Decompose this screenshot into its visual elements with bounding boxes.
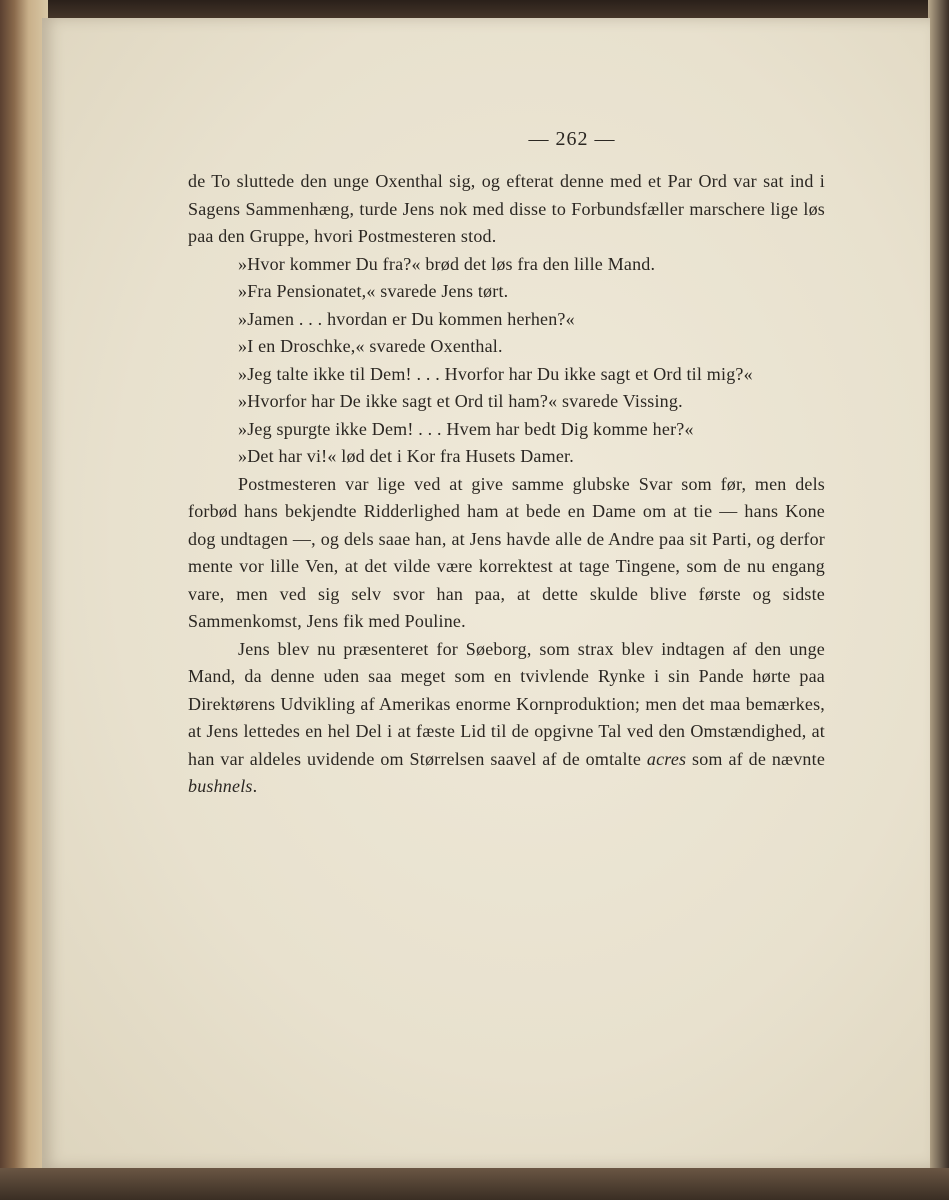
italic-word-bushnels: bushnels xyxy=(188,776,253,796)
paragraph-text: som af de nævnte xyxy=(692,748,826,769)
paragraph: Postmesteren var lige ved at give samme glubske Svar som før, men dels forbød hans bekjendte Ridderlighed ham at bede en Dame om at tie — hans Kone dog undtagen —, og dels saae han, at Jens havde alle de Andre paa sit Parti, og derfor mente vor lille Ven, at det vilde være korrektest at tage Tingene, som de nu engang vare, men ved sig selv svor han paa, at dette skulde blive første og sidste Sammenkomst, Jens fik med Pouline. xyxy=(188,473,825,631)
paragraph: de To sluttede den unge Oxenthal sig, og efterat denne med et Par Ord var sat ind i Sagens Sammenhæng, turde Jens nok med disse to Forbundsfæller marschere lige løs paa den Gruppe, hvori Postmesteren stod. xyxy=(188,171,825,246)
paragraph: »Jamen . . . hvordan er Du kommen herhen?« xyxy=(238,308,575,329)
paragraph-end: . xyxy=(252,776,258,796)
page-number: — 262 — xyxy=(528,128,616,150)
paragraph: »Hvorfor har De ikke sagt et Ord til ham?« svarede Vissing. xyxy=(238,391,683,411)
paragraph: »Jeg spurgte ikke Dem! . . . Hvem har bedt Dig komme her?« xyxy=(238,418,694,439)
page-text xyxy=(188,168,825,801)
paragraph-last xyxy=(188,636,825,801)
paragraph: »Fra Pensionatet,« svarede Jens tørt. xyxy=(238,281,509,301)
paragraph: »Det har vi!« lød det i Kor fra Husets Damer. xyxy=(238,446,574,466)
paragraph-text: Jens blev nu præsenteret for Søeborg, som strax blev indtagen af den unge Mand, da denne uden saa meget som en tvivlende Rynke i sin Pande hørte paa Direktørens Udvikling af Amerikas enorme Kornproduktion; men det maa bemærkes, at Jens lettedes en hel Del i at fæste Lid til de opgivne Tal ved den Omstændighed, at han var aldeles uvidende om Størrelsen saavel af de omtalte xyxy=(188,638,825,769)
right-page-edge xyxy=(928,0,949,1200)
italic-word-acres: acres xyxy=(646,748,687,769)
paragraph: »Jeg talte ikke til Dem! . . . Hvorfor har Du ikke sagt et Ord til mig?« xyxy=(238,363,753,384)
paragraph: »I en Droschke,« svarede Oxenthal. xyxy=(238,336,503,356)
book-binding xyxy=(0,0,48,1200)
bottom-page-edge xyxy=(0,1168,949,1200)
paragraph: »Hvor kommer Du fra?« brød det løs fra den lille Mand. xyxy=(238,253,656,274)
